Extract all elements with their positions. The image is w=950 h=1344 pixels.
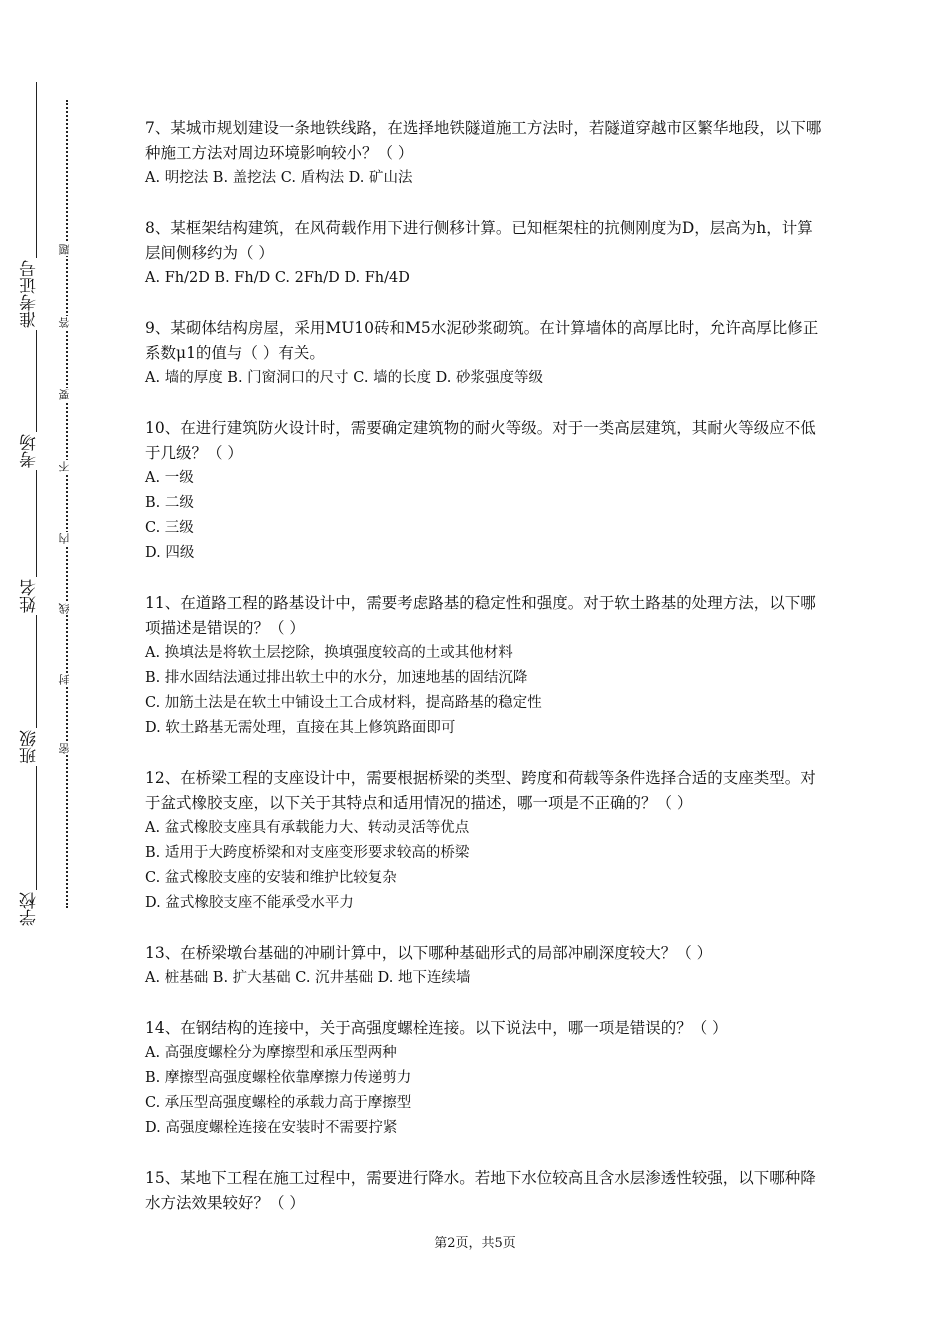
question-11	[145, 591, 825, 741]
question-9	[145, 316, 825, 391]
field-exam-room: 考场	[22, 432, 52, 470]
question-8	[145, 216, 825, 291]
option-a: A. 高强度螺栓分为摩擦型和承压型两种	[145, 1045, 397, 1061]
field-admission-number: 准考证号	[22, 258, 52, 330]
binding-margin	[0, 0, 71, 1344]
option-c: C. 三级	[145, 520, 194, 536]
question-7	[145, 116, 825, 191]
field-name: 姓名	[22, 577, 52, 615]
seal-char-xian: 线	[59, 602, 75, 615]
question-options: A. 明挖法 B. 盖挖法 C. 盾构法 D. 矿山法	[145, 170, 413, 186]
seal-char-yao: 要	[59, 388, 75, 401]
question-stem: 11、在道路工程的路基设计中，需要考虑路基的稳定性和强度。对于软土路基的处理方法，以下哪项描述是错误的？（ ）	[145, 594, 816, 637]
question-options: A. 桩基础 B. 扩大基础 C. 沉井基础 D. 地下连续墙	[145, 970, 471, 986]
binding-dotted-line	[66, 100, 68, 908]
option-a: A. 一级	[145, 470, 194, 486]
option-d: D. 高强度螺栓连接在安装时不需要拧紧	[145, 1120, 398, 1136]
question-13	[145, 941, 825, 991]
option-b: B. 摩擦型高强度螺栓依靠摩擦力传递剪力	[145, 1070, 412, 1086]
option-c: C. 盆式橡胶支座的安装和维护比较复杂	[145, 870, 397, 886]
question-stem: 13、在桥梁墩台基础的冲刷计算中，以下哪种基础形式的局部冲刷深度较大？（ ）	[145, 944, 713, 962]
page-footer: 第2页，共5页	[434, 1236, 516, 1251]
option-d: D. 盆式橡胶支座不能承受水平力	[145, 895, 354, 911]
seal-char-ti: 题	[59, 243, 75, 256]
seal-char-mi: 密	[59, 742, 75, 755]
option-d: D. 四级	[145, 545, 195, 561]
question-10	[145, 416, 825, 566]
option-b: B. 排水固结法通过排出软土中的水分，加速地基的固结沉降	[145, 670, 528, 686]
question-12	[145, 766, 825, 916]
field-school: 学校	[22, 890, 52, 928]
option-a: A. 盆式橡胶支座具有承载能力大、转动灵活等优点	[145, 820, 470, 836]
question-options: A. Fh/2D B. Fh/D C. 2Fh/D D. Fh/4D	[145, 270, 410, 286]
option-c: C. 加筋土法是在软土中铺设土工合成材料，提高路基的稳定性	[145, 695, 542, 711]
question-stem: 8、某框架结构建筑，在风荷载作用下进行侧移计算。已知框架柱的抗侧刚度为D，层高为h，计算层间侧移约为（ ）	[145, 219, 813, 262]
seal-char-da: 答	[59, 316, 75, 329]
question-stem: 9、某砌体结构房屋，采用MU10砖和M5水泥砂浆砌筑。在计算墙体的高厚比时，允许高厚比修正系数μ1的值与（ ）有关。	[145, 319, 819, 362]
question-stem: 7、某城市规划建设一条地铁线路，在选择地铁隧道施工方法时，若隧道穿越市区繁华地段，以下哪种施工方法对周边环境影响较小？（ ）	[145, 119, 822, 162]
question-stem: 15、某地下工程在施工过程中，需要进行降水。若地下水位较高且含水层渗透性较强，以下哪种降水方法效果较好？（ ）	[145, 1169, 816, 1212]
option-c: C. 承压型高强度螺栓的承载力高于摩擦型	[145, 1095, 412, 1111]
option-a: A. 换填法是将软土层挖除，换填强度较高的土或其他材料	[145, 645, 513, 661]
question-options: A. 墙的厚度 B. 门窗洞口的尺寸 C. 墙的长度 D. 砂浆强度等级	[145, 370, 544, 386]
option-b: B. 适用于大跨度桥梁和对支座变形要求较高的桥梁	[145, 845, 470, 861]
option-b: B. 二级	[145, 495, 194, 511]
question-stem: 14、在钢结构的连接中，关于高强度螺栓连接。以下说法中，哪一项是错误的？（ ）	[145, 1019, 728, 1037]
binding-solid-line	[36, 82, 37, 927]
question-14	[145, 1016, 825, 1141]
question-list	[145, 116, 825, 1241]
question-stem: 12、在桥梁工程的支座设计中，需要根据桥梁的类型、跨度和荷载等条件选择合适的支座类型。对于盆式橡胶支座，以下关于其特点和适用情况的描述，哪一项是不正确的？（ ）	[145, 769, 816, 812]
field-class: 班级	[22, 728, 52, 766]
question-stem: 10、在进行建筑防火设计时，需要确定建筑物的耐火等级。对于一类高层建筑，其耐火等级应不低于几级？（ ）	[145, 419, 816, 462]
seal-char-bu: 不	[59, 460, 75, 473]
seal-char-nei: 内	[59, 532, 75, 545]
option-d: D. 软土路基无需处理，直接在其上修筑路面即可	[145, 720, 456, 736]
question-15	[145, 1166, 825, 1216]
seal-char-feng: 封	[59, 673, 75, 686]
